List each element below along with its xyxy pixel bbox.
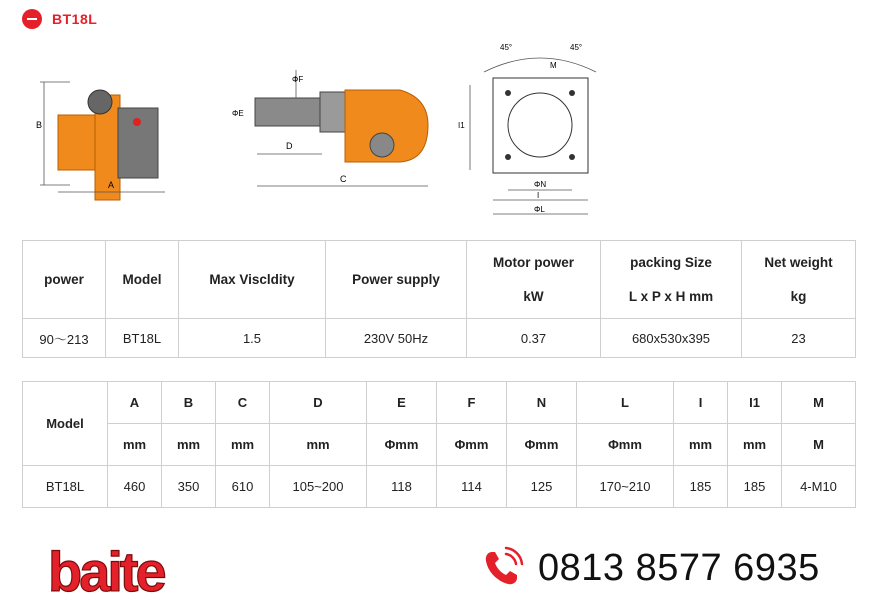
dim-label-b: B xyxy=(36,120,43,130)
page-title: BT18L xyxy=(52,11,98,27)
angle-label-left: 45° xyxy=(500,43,513,52)
dim-label-d: D xyxy=(286,141,293,151)
header-cell: M xyxy=(782,382,856,424)
table-cell: 230V 50Hz xyxy=(326,319,467,358)
header-cell: Net weight kg xyxy=(742,241,856,319)
table-cell: 105~200 xyxy=(270,466,367,508)
unit-cell: Φmm xyxy=(367,424,437,466)
minus-circle-icon xyxy=(22,9,42,29)
baite-logo xyxy=(46,535,196,605)
table-cell: 185 xyxy=(728,466,782,508)
table-cell: 4-M10 xyxy=(782,466,856,508)
table-cell: 118 xyxy=(367,466,437,508)
phone-number: 0813 8577 6935 xyxy=(538,546,820,589)
table-header-row xyxy=(23,241,856,319)
table-cell: 610 xyxy=(216,466,270,508)
phone-icon xyxy=(480,546,524,590)
flange-view-drawing xyxy=(458,43,596,214)
unit-cell: Φmm xyxy=(577,424,674,466)
dim-label-a: A xyxy=(108,180,115,190)
dim-label-i1: I1 xyxy=(458,121,465,130)
table-units-row xyxy=(23,424,856,466)
table-cell: 170~210 xyxy=(577,466,674,508)
table-cell: 350 xyxy=(162,466,216,508)
unit-cell: M xyxy=(782,424,856,466)
table-cell: 1.5 xyxy=(179,319,326,358)
unit-cell: mm xyxy=(270,424,367,466)
table-cell: 90～213 xyxy=(23,319,106,358)
header-cell: E xyxy=(367,382,437,424)
table-cell: BT18L xyxy=(106,319,179,358)
unit-cell: mm xyxy=(108,424,162,466)
phone-contact xyxy=(480,546,820,590)
header-cell: L xyxy=(577,382,674,424)
header-cell: Power supply xyxy=(326,241,467,319)
table-cell: 23 xyxy=(742,319,856,358)
top-view-drawing xyxy=(232,70,428,186)
dim-label-i: I xyxy=(537,191,540,200)
header-cell: power xyxy=(23,241,106,319)
header-cell: Model xyxy=(23,382,108,466)
header-cell: D xyxy=(270,382,367,424)
table-cell: 460 xyxy=(108,466,162,508)
header-cell: Model xyxy=(106,241,179,319)
header-cell: A xyxy=(108,382,162,424)
dim-label-l: ΦL xyxy=(534,205,545,214)
spec-table-general xyxy=(22,240,856,358)
side-view-drawing xyxy=(36,82,165,200)
table-cell: 185 xyxy=(674,466,728,508)
header-cell: C xyxy=(216,382,270,424)
table-header-row xyxy=(23,382,856,424)
unit-cell: mm xyxy=(674,424,728,466)
header-cell: Motor power kW xyxy=(467,241,601,319)
dim-label-e: ΦE xyxy=(232,109,244,118)
angle-label-right: 45° xyxy=(570,43,583,52)
header-cell: packing Size L x P x H mm xyxy=(601,241,742,319)
dim-label-f: ΦF xyxy=(292,75,304,84)
unit-cell: Φmm xyxy=(437,424,507,466)
page-header xyxy=(22,8,97,30)
header-cell: F xyxy=(437,382,507,424)
unit-cell: Φmm xyxy=(507,424,577,466)
table-cell: 114 xyxy=(437,466,507,508)
table-cell: 680x530x395 xyxy=(601,319,742,358)
dim-label-n: ΦN xyxy=(534,180,547,189)
technical-drawings xyxy=(0,30,869,235)
table-cell: BT18L xyxy=(23,466,108,508)
unit-cell: mm xyxy=(728,424,782,466)
header-cell: N xyxy=(507,382,577,424)
table-cell: 125 xyxy=(507,466,577,508)
table-row xyxy=(23,319,856,358)
header-cell: Max Viscldity xyxy=(179,241,326,319)
table-cell: 0.37 xyxy=(467,319,601,358)
header-cell: B xyxy=(162,382,216,424)
table-row xyxy=(23,466,856,508)
unit-cell: mm xyxy=(216,424,270,466)
logo-text: baite xyxy=(48,540,164,603)
header-cell: I1 xyxy=(728,382,782,424)
spec-table-dimensions xyxy=(22,381,856,508)
dim-label-c: C xyxy=(340,174,347,184)
unit-cell: mm xyxy=(162,424,216,466)
dim-label-m: M xyxy=(550,61,557,70)
header-cell: I xyxy=(674,382,728,424)
